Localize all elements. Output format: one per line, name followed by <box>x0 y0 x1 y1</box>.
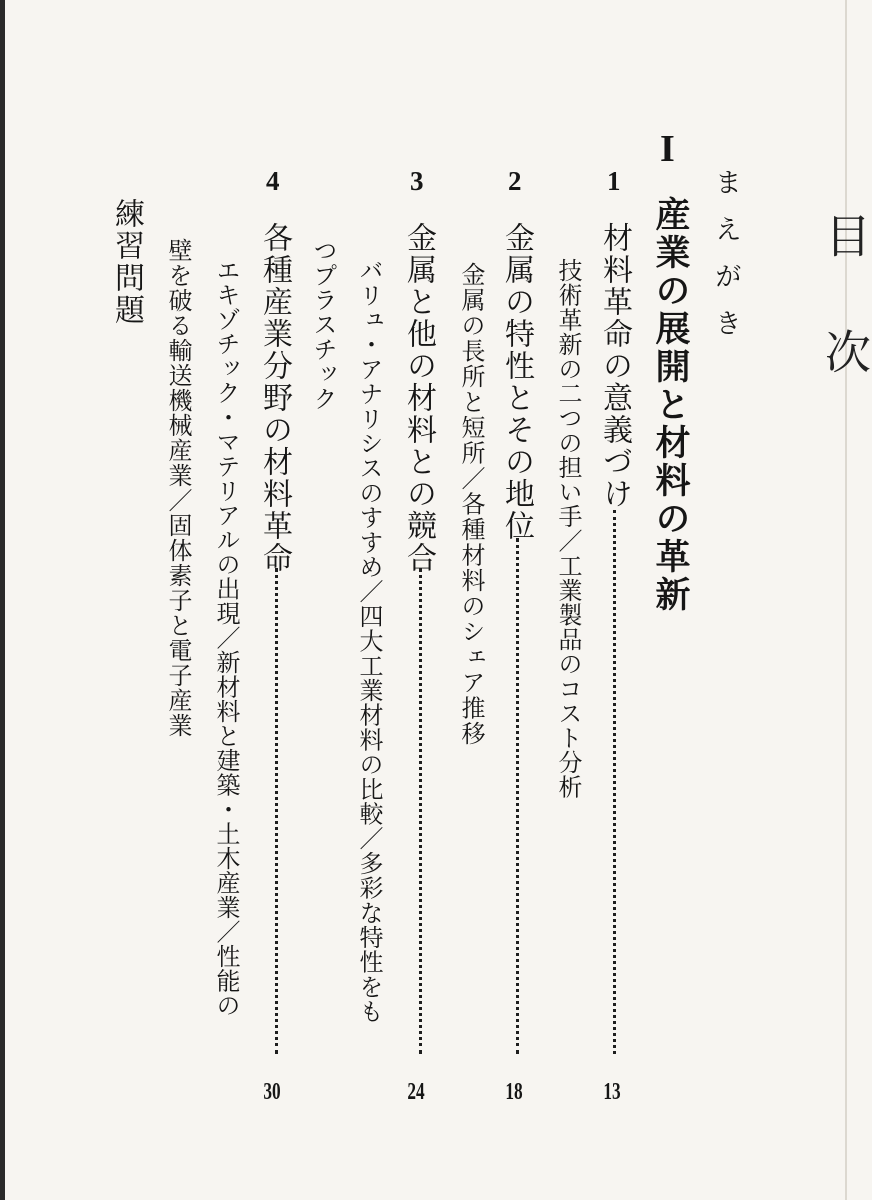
chapter-page-number[interactable]: 13 <box>603 1079 621 1105</box>
preface-entry[interactable]: まえがき <box>710 168 741 356</box>
chapter-leader-dots <box>516 538 519 1054</box>
chapter-number: 4 <box>266 166 280 196</box>
chapter-topic-line: 壁を破る輸送機械産業／固体素子と電子産業 <box>164 238 192 738</box>
chapter-topic-line: エキゾチック・マテリアルの出現／新材料と建築・土木産業／性能の <box>212 258 240 1018</box>
chapter-title[interactable]: 各種産業分野の材料革命 <box>257 222 292 574</box>
chapter-leader-dots <box>613 510 616 1054</box>
chapter-title[interactable]: 材料革命の意義づけ <box>597 222 632 510</box>
chapter-leader-dots <box>419 568 422 1054</box>
chapter-topic-line: バリュ・アナリシスのすすめ／四大工業材料の比較／多彩な特性をも <box>355 258 383 1024</box>
chapter-number: 3 <box>410 166 424 196</box>
toc-heading: 目次 <box>818 212 872 444</box>
chapter-topic-line: 金属の長所と短所／各種材料のシェア推移 <box>457 262 485 747</box>
exercises-entry[interactable]: 練習問題 <box>109 198 144 326</box>
chapter-page-number[interactable]: 30 <box>263 1079 281 1105</box>
chapter-number: 2 <box>508 166 522 196</box>
page-edge <box>0 0 5 1200</box>
part-numeral: I <box>660 128 675 170</box>
chapter-title[interactable]: 金属の特性とその地位 <box>499 222 534 542</box>
chapter-topic-line: 技術革新の二つの担い手／工業製品のコスト分析 <box>554 258 582 800</box>
chapter-topic-line: つプラスチック <box>309 238 337 411</box>
chapter-title[interactable]: 金属と他の材料との競合 <box>401 222 436 574</box>
chapter-page-number[interactable]: 24 <box>407 1079 425 1105</box>
chapter-leader-dots <box>275 568 278 1054</box>
part-title[interactable]: 産業の展開と材料の革新 <box>650 196 691 614</box>
page-edge-right <box>845 0 847 1200</box>
chapter-number: 1 <box>607 166 621 196</box>
chapter-page-number[interactable]: 18 <box>505 1079 523 1105</box>
